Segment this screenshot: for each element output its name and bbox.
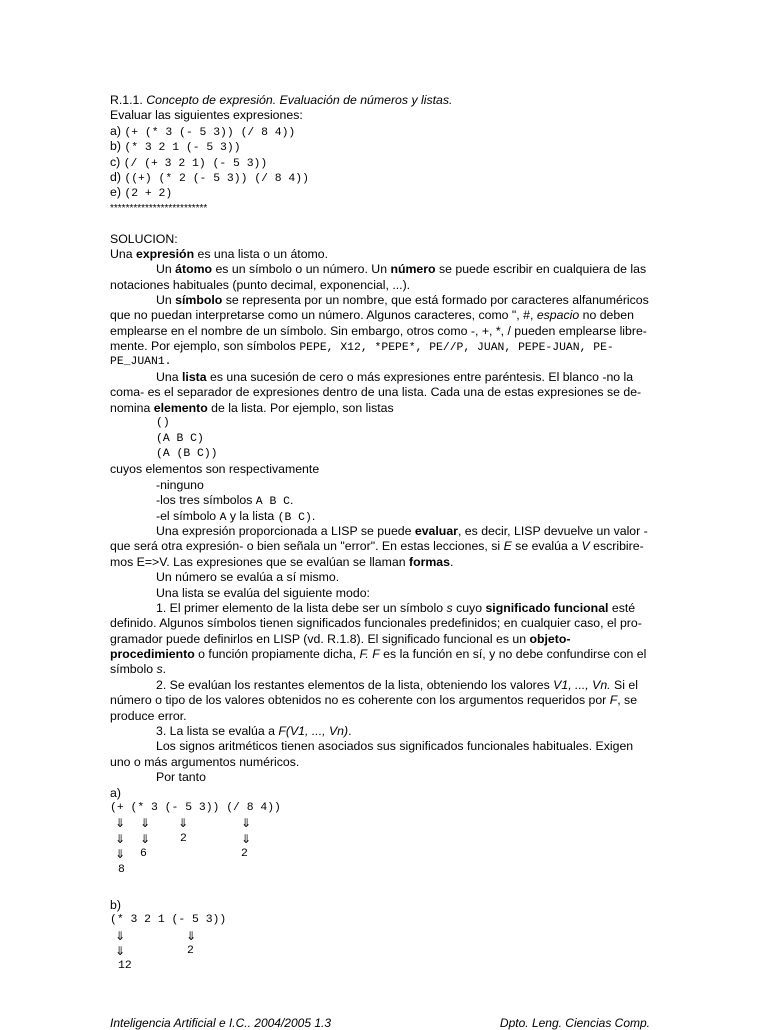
- paragraph-evaluar-line3: mos E=>V. Las expresiones que se evalúan se llaman formas.: [110, 554, 454, 569]
- spacer: [110, 878, 650, 898]
- solution-heading: SOLUCION:: [110, 231, 178, 246]
- expression-d: d) ((+) (* 2 (- 5 3)) (/ 8 4)): [110, 169, 309, 185]
- paragraph-lista-line1: Una lista es una sucesión de cero o más expresiones entre paréntesis. El blanco -no la: [156, 370, 634, 385]
- down-arrow-icon: ⇓: [115, 831, 126, 846]
- example-b-code: (* 3 2 1 (- 5 3)): [110, 914, 227, 927]
- list-example-empty: (): [156, 417, 170, 430]
- result-12: 12: [118, 960, 132, 973]
- paragraph-simbolo-line5: PE_JUAN1.: [110, 355, 172, 368]
- paragraph-lista-line2: coma- es el separador de expresiones dentro de una lista. Cada una de estas expresiones se de-: [110, 385, 642, 400]
- step2-line1: 2. Se evalúan los restantes elementos de la lista, obteniendo los valores V1, ..., Vn. Si el: [156, 677, 638, 692]
- example-a-code: (+ (* 3 (- 5 3)) (/ 8 4)): [110, 801, 281, 814]
- footer-department: Dpto. Leng. Ciencias Comp.: [499, 1016, 650, 1030]
- value-2: 2: [187, 945, 194, 958]
- paragraph-numero-eval: Un número se evalúa a sí mismo.: [156, 570, 340, 585]
- element-three-symbols: -los tres símbolos A B C.: [156, 493, 294, 509]
- paragraph-simbolo-line2: que no puedan interpretarse como un número. Algunos caracteres, como ", #, espacio no deben: [110, 308, 634, 323]
- paragraph-aritmeticos-line1: Los signos aritméticos tienen asociados sus significados funcionales habituales. Exigen: [156, 739, 634, 754]
- step1-line5: símbolo s.: [110, 662, 167, 677]
- exercise-instruction: Evaluar las siguientes expresiones:: [110, 108, 303, 123]
- step1-line2: definido. Algunos símbolos tienen significados funcionales predefinidos; en cualquier caso, el pro-: [110, 616, 642, 631]
- step3-line: 3. La lista se evalúa a F(V1, ..., Vn).: [156, 724, 352, 739]
- down-arrow-icon: ⇓: [115, 847, 126, 862]
- down-arrow-icon: ⇓: [241, 816, 252, 831]
- paragraph-lista-eval: Una lista se evalúa del siguiente modo:: [156, 585, 370, 600]
- value-2: 2: [180, 832, 187, 845]
- separator-line: *************************: [110, 202, 208, 214]
- step1-line3: gramador puede definirlos en LISP (vd. R.1.8). El significado funcional es un objeto-: [110, 631, 571, 646]
- list-example-abc: (A B C): [156, 432, 204, 445]
- step1-line4: procedimiento o función propiamente dicha, F. F es la función en sí, y no debe confundirse con el: [110, 647, 647, 662]
- page-footer: [110, 1016, 650, 1030]
- footer-course: Inteligencia Artificial e I.C.. 2004/2005 1.3: [110, 1016, 332, 1030]
- down-arrow-icon: ⇓: [115, 944, 126, 959]
- down-arrow-icon: ⇓: [241, 831, 252, 846]
- down-arrow-icon: ⇓: [115, 816, 126, 831]
- paragraph-evaluar-line1: Una expresión proporcionada a LISP se puede evaluar, es decir, LISP devuelve un valor -: [156, 523, 648, 538]
- value-2: 2: [241, 848, 248, 861]
- example-a-label: a): [110, 785, 121, 800]
- example-b-evaluation-tree: [110, 929, 650, 975]
- step2-line3: produce error.: [110, 708, 187, 723]
- result-8: 8: [118, 863, 125, 876]
- paragraph-aritmeticos-line2: uno o más argumentos numéricos.: [110, 754, 300, 769]
- element-none: -ninguno: [156, 477, 204, 492]
- elements-intro: cuyos elementos son respectivamente: [110, 462, 320, 477]
- exercise-title: R.1.1. Concepto de expresión. Evaluación de números y listas.: [110, 93, 453, 107]
- paragraph-expresion: Una expresión es una lista o un átomo.: [110, 246, 329, 261]
- down-arrow-icon: ⇓: [115, 928, 126, 943]
- paragraph-evaluar-line2: que será otra expresión- o bien señala un "error". En estas lecciones, si E se evalúa a V escribire-: [110, 539, 644, 554]
- spacer: [110, 216, 650, 231]
- expression-b: b) (* 3 2 1 (- 5 3)): [110, 139, 241, 155]
- paragraph-lista-line3: nomina elemento de la lista. Por ejemplo, son listas: [110, 400, 394, 415]
- expression-a: a) (+ (* 3 (- 5 3)) (/ 8 4)): [110, 123, 296, 139]
- paragraph-simbolo-line3: emplearse en el nombre de un símbolo. Sin embargo, otros como -, +, *, / pueden emplearse libre-: [110, 323, 647, 338]
- paragraph-atomo-line1: Un átomo es un símbolo o un número. Un número se puede escribir en cualquiera de las: [156, 262, 647, 277]
- element-symbol-and-list: -el símbolo A y la lista (B C).: [156, 508, 316, 524]
- step2-line2: número o tipo de los valores obtenidos no es coherente con los argumentos requeridos por F, se: [110, 693, 638, 708]
- expression-e: e) (2 + 2): [110, 185, 173, 201]
- por-tanto: Por tanto: [156, 770, 206, 785]
- down-arrow-icon: ⇓: [178, 816, 189, 831]
- example-b-label: b): [110, 897, 121, 912]
- paragraph-simbolo-line4: mente. Por ejemplo, son símbolos PEPE, X12, *PEPE*, PE//P, JUAN, PEPE-JUAN, PE-: [110, 339, 614, 355]
- down-arrow-icon: ⇓: [140, 831, 151, 846]
- value-6: 6: [140, 848, 147, 861]
- list-example-nested: (A (B C)): [156, 447, 218, 460]
- down-arrow-icon: ⇓: [186, 928, 197, 943]
- paragraph-atomo-line2: notaciones habituales (punto decimal, exponencial, ...).: [110, 277, 411, 292]
- down-arrow-icon: ⇓: [140, 816, 151, 831]
- document-page: [110, 93, 650, 975]
- expression-c: c) (/ (+ 3 2 1) (- 5 3)): [110, 154, 268, 170]
- paragraph-simbolo-line1: Un símbolo se representa por un nombre, que está formado por caracteres alfanuméricos: [156, 293, 649, 308]
- example-a-evaluation-tree: [110, 816, 650, 878]
- step1-line1: 1. El primer elemento de la lista debe ser un símbolo s cuyo significado funcional esté: [156, 600, 636, 615]
